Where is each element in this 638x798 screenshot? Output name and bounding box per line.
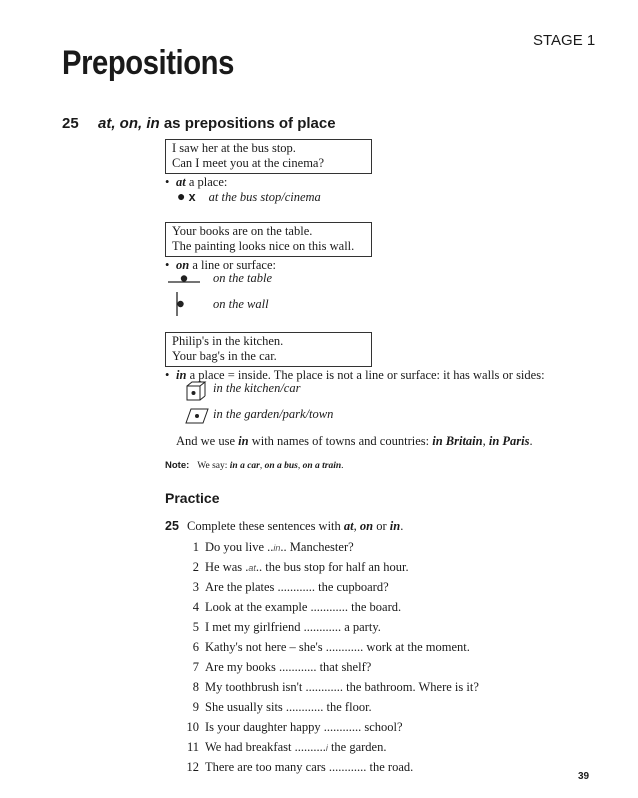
bullet-icon: • (165, 368, 170, 382)
example-box-on (165, 222, 372, 257)
dot-icon: ● (177, 190, 186, 205)
question-number: 7 (192, 660, 199, 674)
handwritten-answer: i (325, 743, 328, 753)
wall-line-icon (174, 292, 186, 318)
illustration-in-1: in the kitchen/car (213, 381, 301, 395)
question-text: I met my girlfriend ............ a party. (205, 620, 381, 634)
towns-ex2-prep: in Paris (488, 434, 530, 448)
question-number: 4 (192, 600, 199, 614)
example-on-1: Your books are on the table. (172, 224, 313, 238)
section-title-rest: as prepositions of place (159, 115, 336, 132)
rule-at-word: at (176, 175, 186, 189)
question-10 (165, 720, 585, 735)
towns-pre: And we use (176, 434, 239, 448)
exercise-instructions (187, 519, 403, 534)
example-in-1: Philip's in the kitchen. (172, 334, 284, 348)
example-at-1: I saw her at the bus stop. (172, 141, 296, 155)
note-end: . (341, 461, 344, 471)
exercise-number: 25 (165, 519, 179, 533)
example-box-in (165, 332, 372, 367)
question-text: Are the plates ............ the cupboard? (205, 580, 389, 594)
note-ex1: in a car (229, 461, 260, 471)
instr-sep1: , (353, 519, 360, 533)
handwritten-answer: in (273, 543, 281, 553)
question-number: 12 (186, 760, 199, 774)
note-ex2: on a bus (264, 461, 298, 471)
instr-w3: in (389, 519, 401, 533)
question-text: Do you live .. (205, 540, 274, 554)
rule-on-word: on (176, 258, 190, 272)
towns-countries-rule (176, 434, 533, 449)
example-on-2: The painting looks nice on this wall. (172, 239, 355, 253)
bullet-icon: • (165, 175, 170, 189)
instr-w1: at (343, 519, 354, 533)
question-number: 3 (192, 580, 199, 594)
x-mark: x (188, 190, 196, 204)
illustration-at-text: at the bus stop/cinema (208, 190, 321, 204)
instr-sep2: or (373, 519, 390, 533)
question-number: 5 (192, 620, 199, 634)
handwritten-answer: at (248, 563, 256, 573)
question-6 (165, 640, 585, 655)
page-number: 39 (578, 771, 590, 782)
question-text: My toothbrush isn't ............ the bathroom. Where is it? (205, 680, 479, 694)
practice-heading: Practice (165, 490, 220, 506)
question-11 (165, 740, 585, 756)
illustration-in-2: in the garden/park/town (213, 407, 334, 421)
illustration-on-1: on the table (213, 271, 273, 285)
section-number: 25 (62, 115, 79, 132)
towns-sep: , (482, 434, 489, 448)
towns-end: . (529, 434, 533, 448)
illustration-at (177, 190, 321, 205)
rule-at-rest: a place: (185, 175, 228, 189)
surface-line-icon (168, 272, 202, 286)
illustration-on-2: on the wall (213, 297, 269, 311)
question-8 (165, 680, 585, 695)
note-ex3: on a train (302, 461, 342, 471)
rule-in-rest: a place = inside. The place is not a line or surface: it has walls or sides: (186, 368, 545, 382)
stage-label: STAGE 1 (533, 32, 596, 49)
question-5 (165, 620, 585, 635)
question-1 (165, 540, 585, 556)
towns-word: in (238, 434, 249, 448)
note-sep2: , (297, 461, 303, 471)
area-inside-icon (186, 408, 210, 424)
question-text: Are my books ............ that shelf? (205, 660, 372, 674)
question-text: We had breakfast .......... (205, 740, 326, 754)
towns-mid: with names of towns and countries: (248, 434, 433, 448)
rule-in-word: in (176, 368, 187, 382)
question-text-after: the garden. (327, 740, 387, 754)
question-number: 1 (192, 540, 199, 554)
question-number: 9 (192, 700, 199, 714)
note-pre: We say: (197, 461, 230, 471)
question-number: 11 (186, 740, 199, 754)
example-in-2: Your bag's in the car. (172, 349, 277, 363)
section-title (98, 115, 336, 132)
instr-pre: Complete these sentences with (187, 519, 344, 533)
question-number: 10 (186, 720, 199, 734)
note (165, 460, 344, 471)
question-9 (165, 700, 585, 715)
example-box-at (165, 139, 372, 174)
note-label: Note: (165, 460, 190, 471)
question-number: 6 (192, 640, 199, 654)
question-7 (165, 660, 585, 675)
question-number: 2 (192, 560, 199, 574)
question-3 (165, 580, 585, 595)
instr-end: . (400, 519, 404, 533)
section-title-prepositions: at, on, in (98, 115, 160, 132)
question-text: He was . (205, 560, 249, 574)
question-text: Look at the example ............ the board. (205, 600, 402, 614)
question-text-after: .. the bus stop for half an hour. (255, 560, 409, 574)
question-12 (165, 760, 585, 775)
question-number: 8 (192, 680, 199, 694)
example-at-2: Can I meet you at the cinema? (172, 156, 325, 170)
question-text: Is your daughter happy ............ school? (205, 720, 403, 734)
rule-on-rest: a line or surface: (189, 258, 276, 272)
question-2 (165, 560, 585, 576)
instr-w2: on (359, 519, 374, 533)
question-text: She usually sits ............ the floor. (205, 700, 372, 714)
question-text-after: .. Manchester? (280, 540, 354, 554)
question-text: Kathy's not here – she's ............ work at the moment. (205, 640, 470, 654)
question-text: There are too many cars ............ the road. (205, 760, 414, 774)
box-inside-icon (186, 381, 206, 403)
bullet-icon: • (165, 258, 170, 272)
rule-at (165, 175, 227, 190)
page-title: Prepositions (62, 44, 234, 82)
question-4 (165, 600, 585, 615)
towns-ex1-prep: in Britain (432, 434, 483, 448)
note-sep1: , (259, 461, 265, 471)
